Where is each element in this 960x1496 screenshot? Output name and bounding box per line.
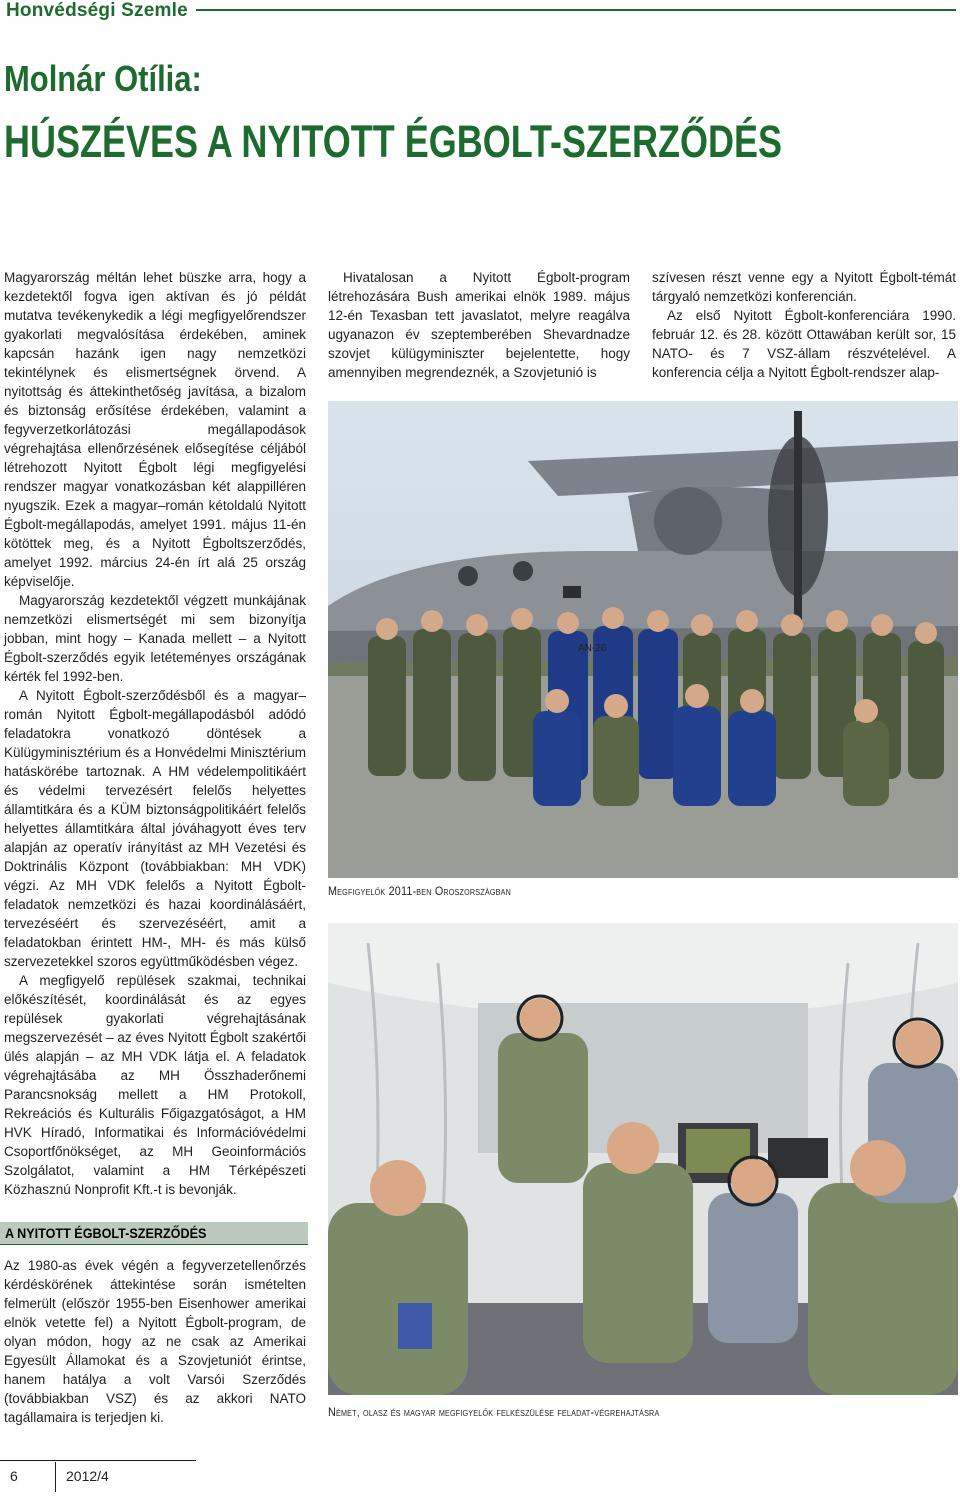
section-body bbox=[4, 1256, 306, 1427]
photo-observers-aircraft bbox=[328, 401, 958, 878]
paragraph: Magyarország méltán lehet büszke arra, hogy a kezdetektől fogva igen aktívan és jó példát mutatva tevékenykedik a légi megfigyelőrendszer gyakorlati megvalósítása érdekében, aminek kapcsán hazánk igen nagy nemzetközi tekintélynek és elismertségnek örvend. A nyitottság és áttekinthetőség javítása, a bizalom és biztonság erősítése érdekében, valamint a fegyverzetkorlátozási megállapodások végrehajtása ellenőrzésének elősegítése céljából létrehozott Nyitott Égbolt légi megfigyelési rendszer magyar vonatkozásban két alappilléren nyugszik. Ezek a magyar–román kétoldalú Nyitott Égbolt-megállapodás, amelyet 1991. május 11-én kötöttek meg, és a Nyitott Égboltszerződés, amelyet 1992. március 24-én írt alá 25 ország képviselője. bbox=[4, 270, 306, 589]
paragraph: Az 1980-as évek végén a fegyverzetellenőrzés kérdéskörének áttekintése során ismételten felmerült (először 1955-ben Eisenhower amerikai elnök vetette fel) a Nyitott Égbolt-program, de olyan módon, hogy az ne csak az Amerikai Egyesült Államokat és a Szovjetuniót érintse, hanem hatálya a volt Varsói Szerződés (továbbiakban VSZ) és az akkori NATO tagállamaira is terjedjen ki. bbox=[4, 1258, 306, 1425]
section-heading: A NYITOTT ÉGBOLT-SZERZŐDÉS bbox=[5, 1225, 207, 1241]
paragraph: szívesen részt venne egy a Nyitott Égbolt-témát tárgyaló nemzetközi konferencián. bbox=[652, 270, 956, 304]
issue-number: 2012/4 bbox=[66, 1468, 109, 1484]
paragraph: Magyarország kezdetektől végzett munkájának nemzetközi elismertségét mi sem bizonyítja jobban, mint hogy – Kanada mellett – a Nyitott Égbolt-szerződés egyik letéteményes országának kérték fel 1992-ben. bbox=[4, 593, 306, 684]
footer-divider bbox=[55, 1462, 56, 1492]
column-2 bbox=[328, 268, 630, 382]
section-heading-box bbox=[0, 1222, 308, 1245]
paragraph: Az első Nyitott Égbolt-konferenciára 1990. február 12. és 28. között Ottawában került sor, 15 NATO- és 7 VSZ-állam részvételével. A konferencia célja a Nyitott Égbolt-rendszer alap- bbox=[652, 308, 956, 380]
paragraph: A Nyitott Égbolt-szerződésből és a magyar–román Nyitott Égbolt-megállapodásból adódó feladatokra vonatkozó döntések a Külügyminisztérium és a Honvédelmi Minisztérium hatáskörébe tartoznak. A HM védelempolitikáért és védelmi tervezésért felelős helyettes államtitkára és a KÜM biztonságpolitikáért felelős helyettes államtitkára által jóváhagyott éves terv alapján az operatív irányítást az MH Vezetési és Doktrinális Központ (továbbiakban: MH VDK) végzi. Az MH VDK felelős a Nyitott Égbolt-feladatok nemzetközi és hazai koordinálásáért, tervezéséért és szervezéséért, amit a feladatokban érintett HM-, MH- és más külső szervezetekkel szoros együttműködésben végez. bbox=[4, 688, 306, 969]
column-1 bbox=[4, 268, 306, 1199]
photo-caption: Megfigyelők 2011-ben Oroszországban bbox=[328, 884, 511, 898]
photo-caption: Német, olasz és magyar megfigyelők felkészülése feladat-végrehajtásra bbox=[328, 1405, 660, 1419]
article-author: Molnár Otília: bbox=[4, 58, 202, 99]
photo-illustration bbox=[328, 401, 958, 878]
photo-illustration bbox=[328, 923, 958, 1395]
paragraph: A megfigyelő repülések szakmai, technikai előkészítését, koordinálását és az egyes repülések gyakorlati végrehajtásának megszervezését – az éves Nyitott Égbolt szakértői ülés alapján – az MH VDK látja el. A feladatok végrehajtásába az MH Összhaderőnemi Parancsnokság mellett a HM Protokoll, Rekreációs és Kulturális Főigazgatóságot, a HM HVK Híradó, Informatikai és Információvédelmi Csoportfőnökséget, az MH Geoinformációs Szolgálatot, valamint a HM Térképészeti Közhasznú Nonprofit Kft.-t is bevonják. bbox=[4, 973, 306, 1197]
footer-rule bbox=[0, 1460, 196, 1461]
magazine-title: Honvédségi Szemle bbox=[6, 0, 188, 21]
photo-cabin-interior bbox=[328, 923, 958, 1395]
aircraft-marking: AN-26 bbox=[578, 643, 607, 654]
paragraph: Hivatalosan a Nyitott Égbolt-program létrehozására Bush amerikai elnök 1989. május 12-én Texasban tett javaslatot, melyre reagálva ugyanazon év szeptemberében Shevardnadze szovjet külügyminiszter bejelentette, hogy amennyiben megrendeznék, a Szovjetunió is bbox=[328, 270, 630, 380]
article-title: HÚSZÉVES A NYITOTT ÉGBOLT-SZERZŐDÉS bbox=[4, 116, 783, 167]
page-number: 6 bbox=[10, 1468, 18, 1484]
column-3 bbox=[652, 268, 956, 382]
header-rule bbox=[196, 9, 956, 11]
